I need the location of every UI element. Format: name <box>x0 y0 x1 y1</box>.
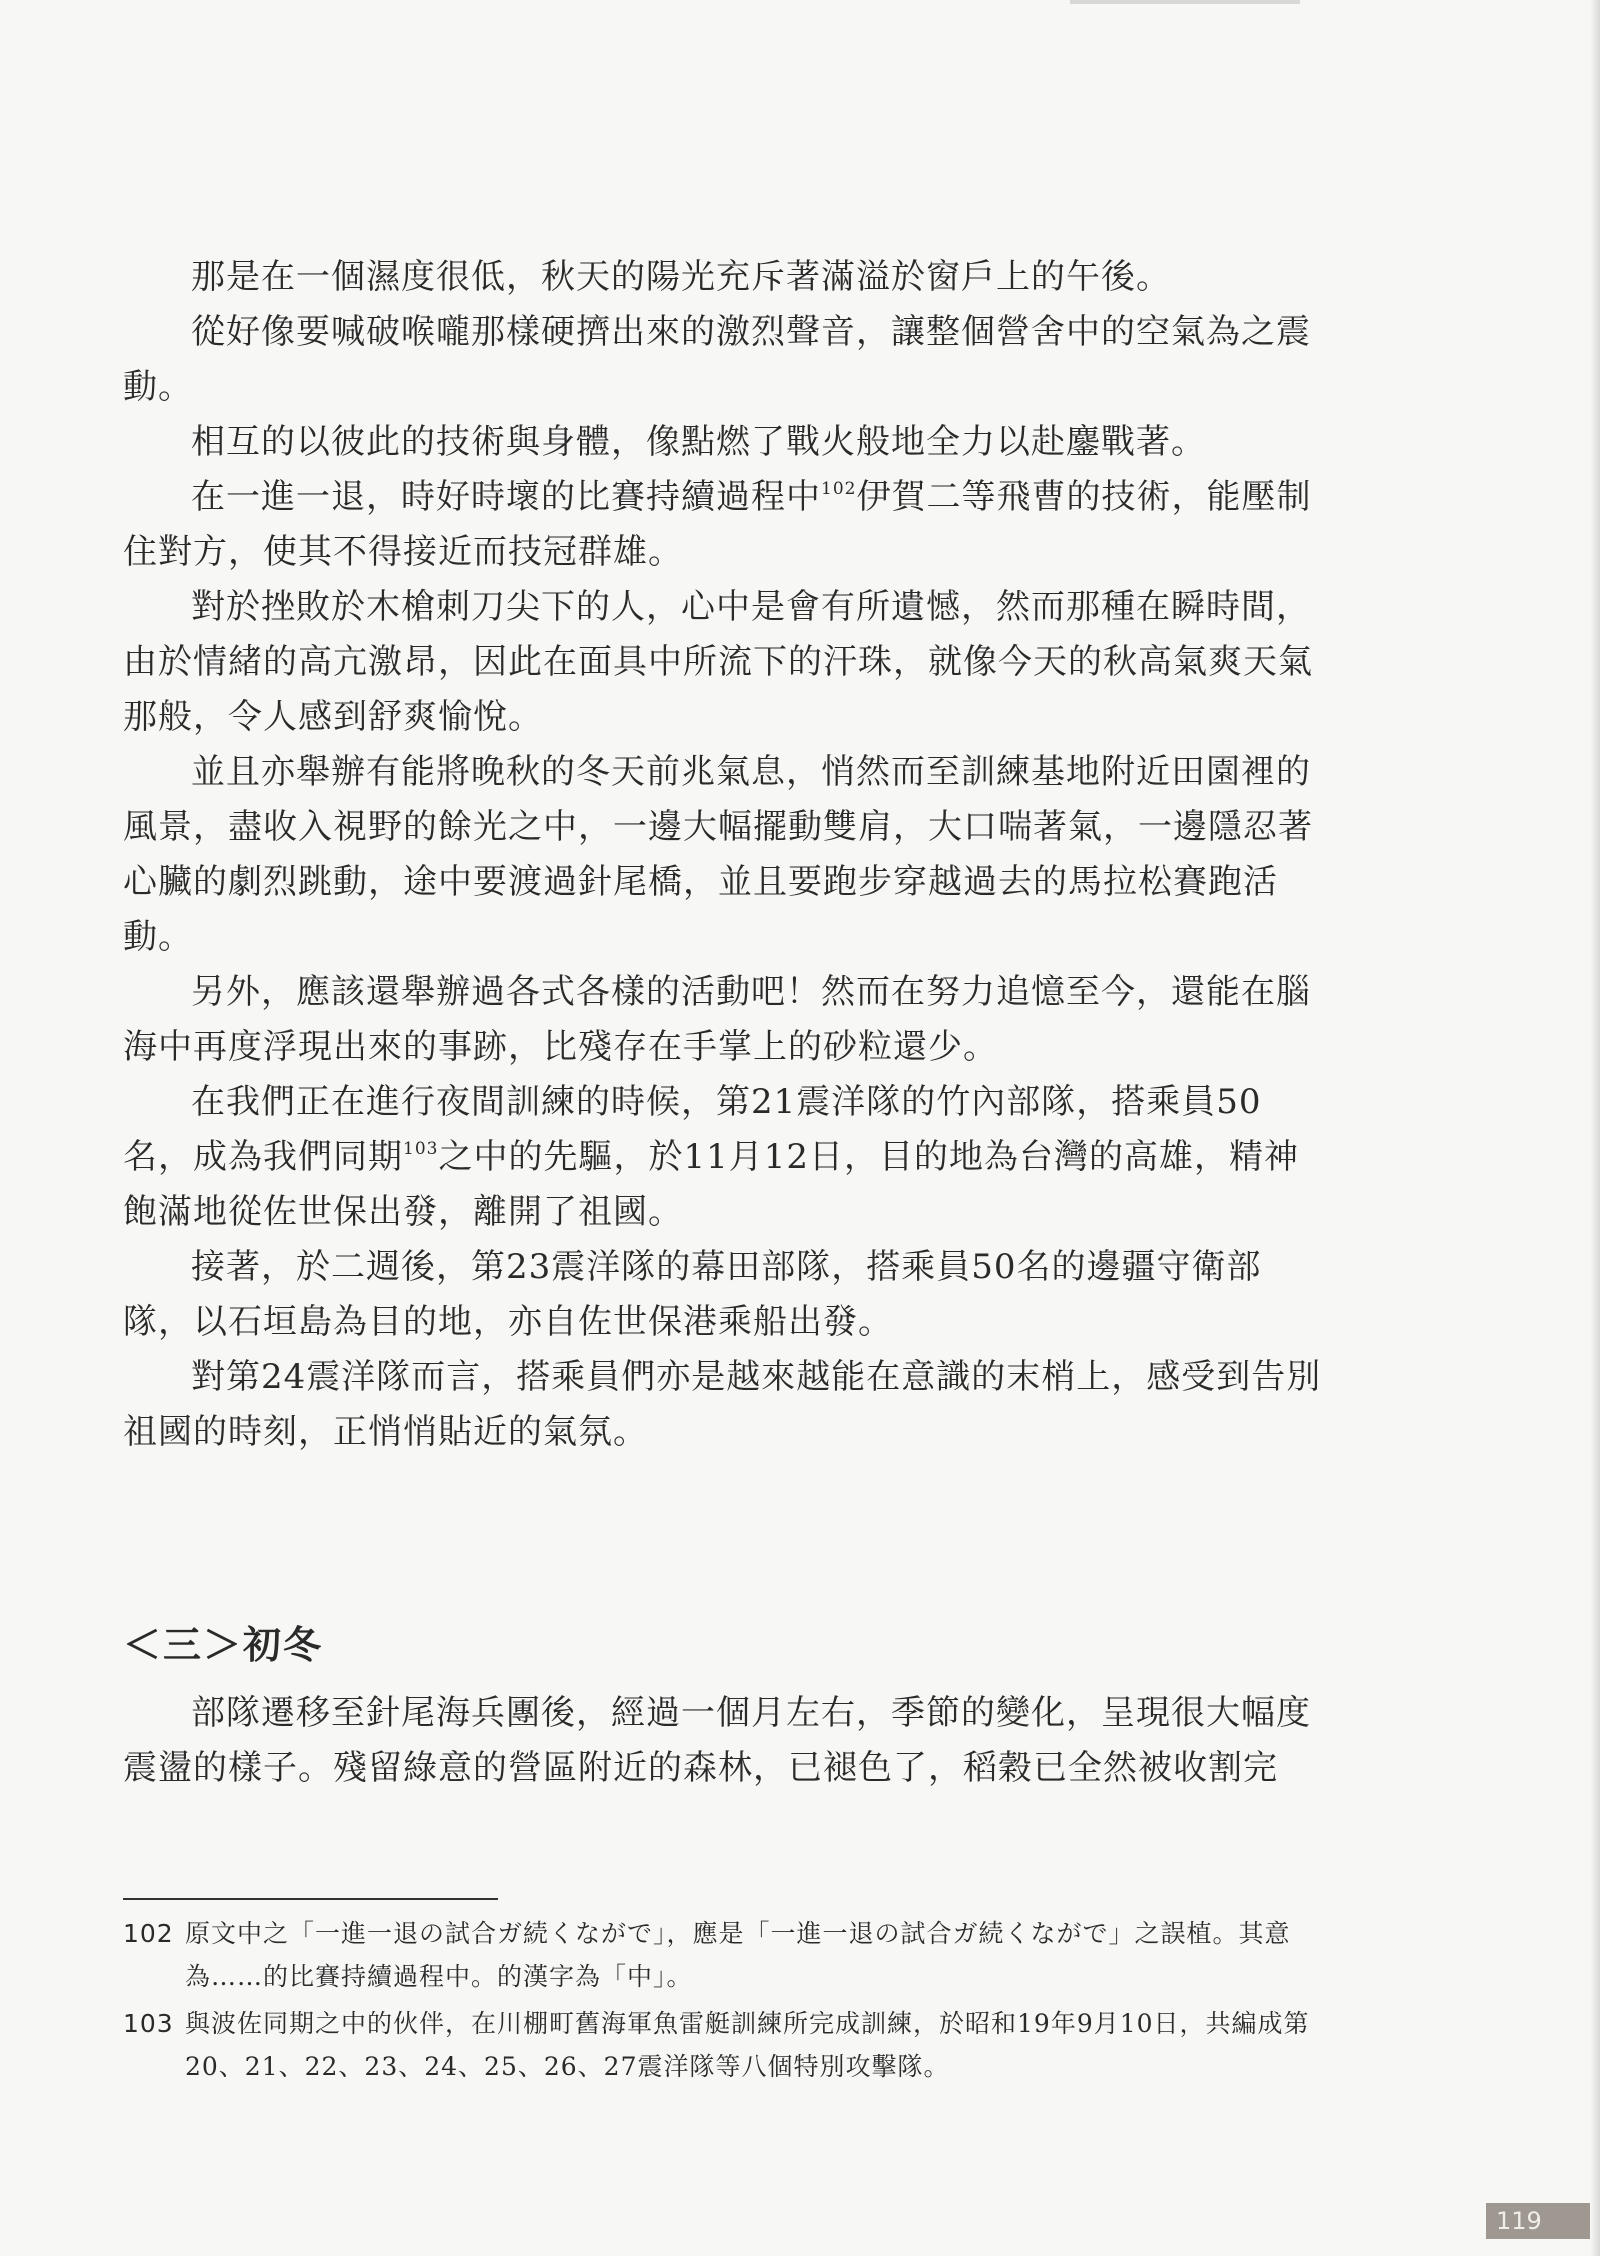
footnote-text: 與波佐同期之中的伙伴，在川棚町舊海軍魚雷艇訓練所完成訓練，於昭和19年9月10日，共編成第20、21、22、23、24、25、26、27震洋隊等八個特別攻擊隊。 <box>185 2009 1310 2081</box>
footnote-number: 103 <box>123 2009 174 2038</box>
page-top-shade <box>1070 0 1300 4</box>
footnote-text: 原文中之「一進一退の試合ガ続くながで」，應是「一進一退の試合ガ続くながで」之誤植。其意為……的比賽持續過程中。的漢字為「中」。 <box>185 1919 1291 1991</box>
page-number: 119 <box>1486 2203 1590 2239</box>
footnote-ref-103[interactable]: 103 <box>403 1139 439 1159</box>
page-edge-shadow <box>1590 0 1600 2256</box>
paragraph-5: 對於挫敗於木槍刺刀尖下的人，心中是會有所遺憾，然而那種在瞬時間，由於情緒的高亢激昂，因此在面具中所流下的汗珠，就像今天的秋高氣爽天氣那般，令人感到舒爽愉悅。 <box>123 587 1313 737</box>
paragraph-4: 在一進一退，時好時壞的比賽持續過程中$^{102}$伊賀二等飛曹的技術，能壓制住對方，使其不得接近而技冠群雄。 <box>123 477 1312 572</box>
body-text <box>123 250 1323 1460</box>
footnote-divider <box>123 1898 498 1900</box>
section-paragraph: 部隊遷移至針尾海兵團後，經過一個月左右，季節的變化，呈現很大幅度震盪的樣子。殘留綠意的營區附近的森林，已褪色了，稻穀已全然被收割完 <box>123 1693 1311 1788</box>
paragraph-1: 那是在一個濕度很低，秋天的陽光充斥著滿溢於窗戶上的午後。 <box>191 257 1171 297</box>
section-heading: ＜三＞初冬 <box>123 1623 324 1667</box>
footnote-number: 102 <box>123 1919 174 1948</box>
footnote-102 <box>123 1912 1323 1998</box>
footnote-103 <box>123 2002 1323 2088</box>
section-text <box>123 1686 1323 1796</box>
paragraph-2: 從好像要喊破喉嚨那樣硬擠出來的激烈聲音，讓整個營舍中的空氣為之震動。 <box>123 312 1311 407</box>
footnote-ref-102[interactable]: 102 <box>821 479 857 499</box>
paragraph-9: 接著，於二週後，第23震洋隊的幕田部隊，搭乘員50名的邊疆守衛部隊，以石垣島為目的地，亦自佐世保港乘船出發。 <box>123 1247 1262 1342</box>
paragraph-6: 並且亦舉辦有能將晚秋的冬天前兆氣息，悄然而至訓練基地附近田園裡的風景，盡收入視野的餘光之中，一邊大幅擺動雙肩，大口喘著氣，一邊隱忍著心臟的劇烈跳動，途中要渡過針尾橋，並且要跑步穿越過去的馬拉松賽跑活動。 <box>123 752 1313 957</box>
footnotes <box>123 1912 1323 2092</box>
paragraph-10: 對第24震洋隊而言，搭乘員們亦是越來越能在意識的末梢上，感受到告別祖國的時刻，正悄悄貼近的氣氛。 <box>123 1357 1322 1452</box>
paragraph-8: 在我們正在進行夜間訓練的時候，第21震洋隊的竹內部隊，搭乘員50名，成為我們同期$^{103}$之中的先驅，於11月12日，目的地為台灣的高雄，精神飽滿地從佐世保出發，離開了祖國。 <box>123 1082 1299 1232</box>
paragraph-7: 另外，應該還舉辦過各式各樣的活動吧！然而在努力追憶至今，還能在腦海中再度浮現出來的事跡，比殘存在手掌上的砂粒還少。 <box>123 972 1311 1067</box>
paragraph-3: 相互的以彼此的技術與身體，像點燃了戰火般地全力以赴鏖戰著。 <box>191 422 1206 462</box>
